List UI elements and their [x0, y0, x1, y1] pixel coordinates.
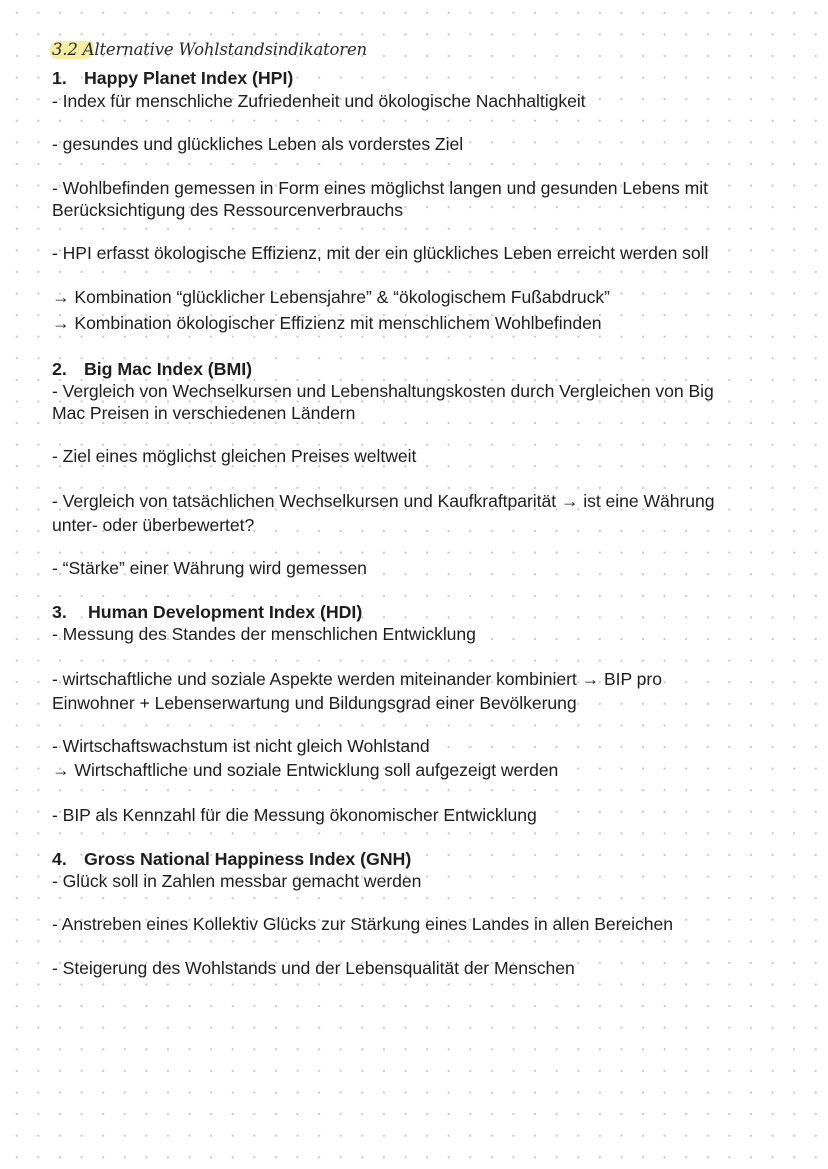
section-number: 2.	[52, 359, 67, 379]
text-line: - gesundes und glückliches Leben als vorderstes Ziel	[52, 134, 464, 154]
section-title: Human Development Index (HDI)	[88, 602, 363, 622]
page-title-text: 3.2 Alternative Wohlstandsindikatoren	[52, 40, 367, 59]
text-line: - BIP als Kennzahl für die Messung ökonomischer Entwicklung	[52, 805, 537, 825]
section-heading-bmi	[52, 358, 252, 380]
text-line: - Ziel eines möglichst gleichen Preises weltweit	[52, 446, 417, 466]
section-heading-gnh	[52, 848, 411, 870]
text-line: - Anstreben eines Kollektiv Glücks zur Stärkung eines Landes in allen Bereichen	[52, 914, 673, 934]
text-line: unter- oder überbewertet?	[52, 515, 255, 535]
section-heading-hpi	[52, 67, 293, 89]
text-line: - Vergleich von Wechselkursen und Lebenshaltungskosten durch Vergleichen von Big	[52, 381, 714, 401]
text-line: - “Stärke” einer Währung wird gemessen	[52, 558, 367, 578]
text-line: - Wirtschaftswachstum ist nicht gleich Wohlstand	[52, 736, 430, 756]
text-line: - HPI erfasst ökologische Effizienz, mit der ein glückliches Leben erreicht werden soll	[52, 243, 709, 263]
section-number: 1.	[52, 68, 67, 88]
page-title	[52, 38, 367, 64]
text-line: - Glück soll in Zahlen messbar gemacht werden	[52, 871, 422, 891]
text-line: - Wohlbefinden gemessen in Form eines möglichst langen und gesunden Lebens mit	[52, 178, 708, 198]
text-line: → Kombination “glücklicher Lebensjahre” & “ökologischem Fußabdruck”	[52, 287, 610, 307]
text-line: Einwohner + Lebenserwartung und Bildungsgrad einer Bevölkerung	[52, 693, 577, 713]
section-number: 3.	[52, 602, 67, 622]
text-line: → Wirtschaftliche und soziale Entwicklung soll aufgezeigt werden	[52, 760, 559, 780]
text-line: - wirtschaftliche und soziale Aspekte werden miteinander kombiniert → BIP pro	[52, 669, 662, 689]
section-heading-hdi	[52, 601, 362, 623]
text-line: → Kombination ökologischer Effizienz mit menschlichem Wohlbefinden	[52, 313, 602, 333]
text-line: - Index für menschliche Zufriedenheit und ökologische Nachhaltigkeit	[52, 91, 586, 111]
text-line: Berücksichtigung des Ressourcenverbrauchs	[52, 200, 403, 220]
section-title: Gross National Happiness Index (GNH)	[84, 849, 412, 869]
text-line: - Messung des Standes der menschlichen Entwicklung	[52, 624, 476, 644]
section-title: Big Mac Index (BMI)	[84, 359, 252, 379]
text-line: Mac Preisen in verschiedenen Ländern	[52, 403, 356, 423]
text-line: - Vergleich von tatsächlichen Wechselkursen und Kaufkraftparität → ist eine Währung	[52, 491, 715, 511]
text-line: - Steigerung des Wohlstands und der Lebensqualität der Menschen	[52, 958, 575, 978]
section-title: Happy Planet Index (HPI)	[84, 68, 294, 88]
section-number: 4.	[52, 849, 67, 869]
